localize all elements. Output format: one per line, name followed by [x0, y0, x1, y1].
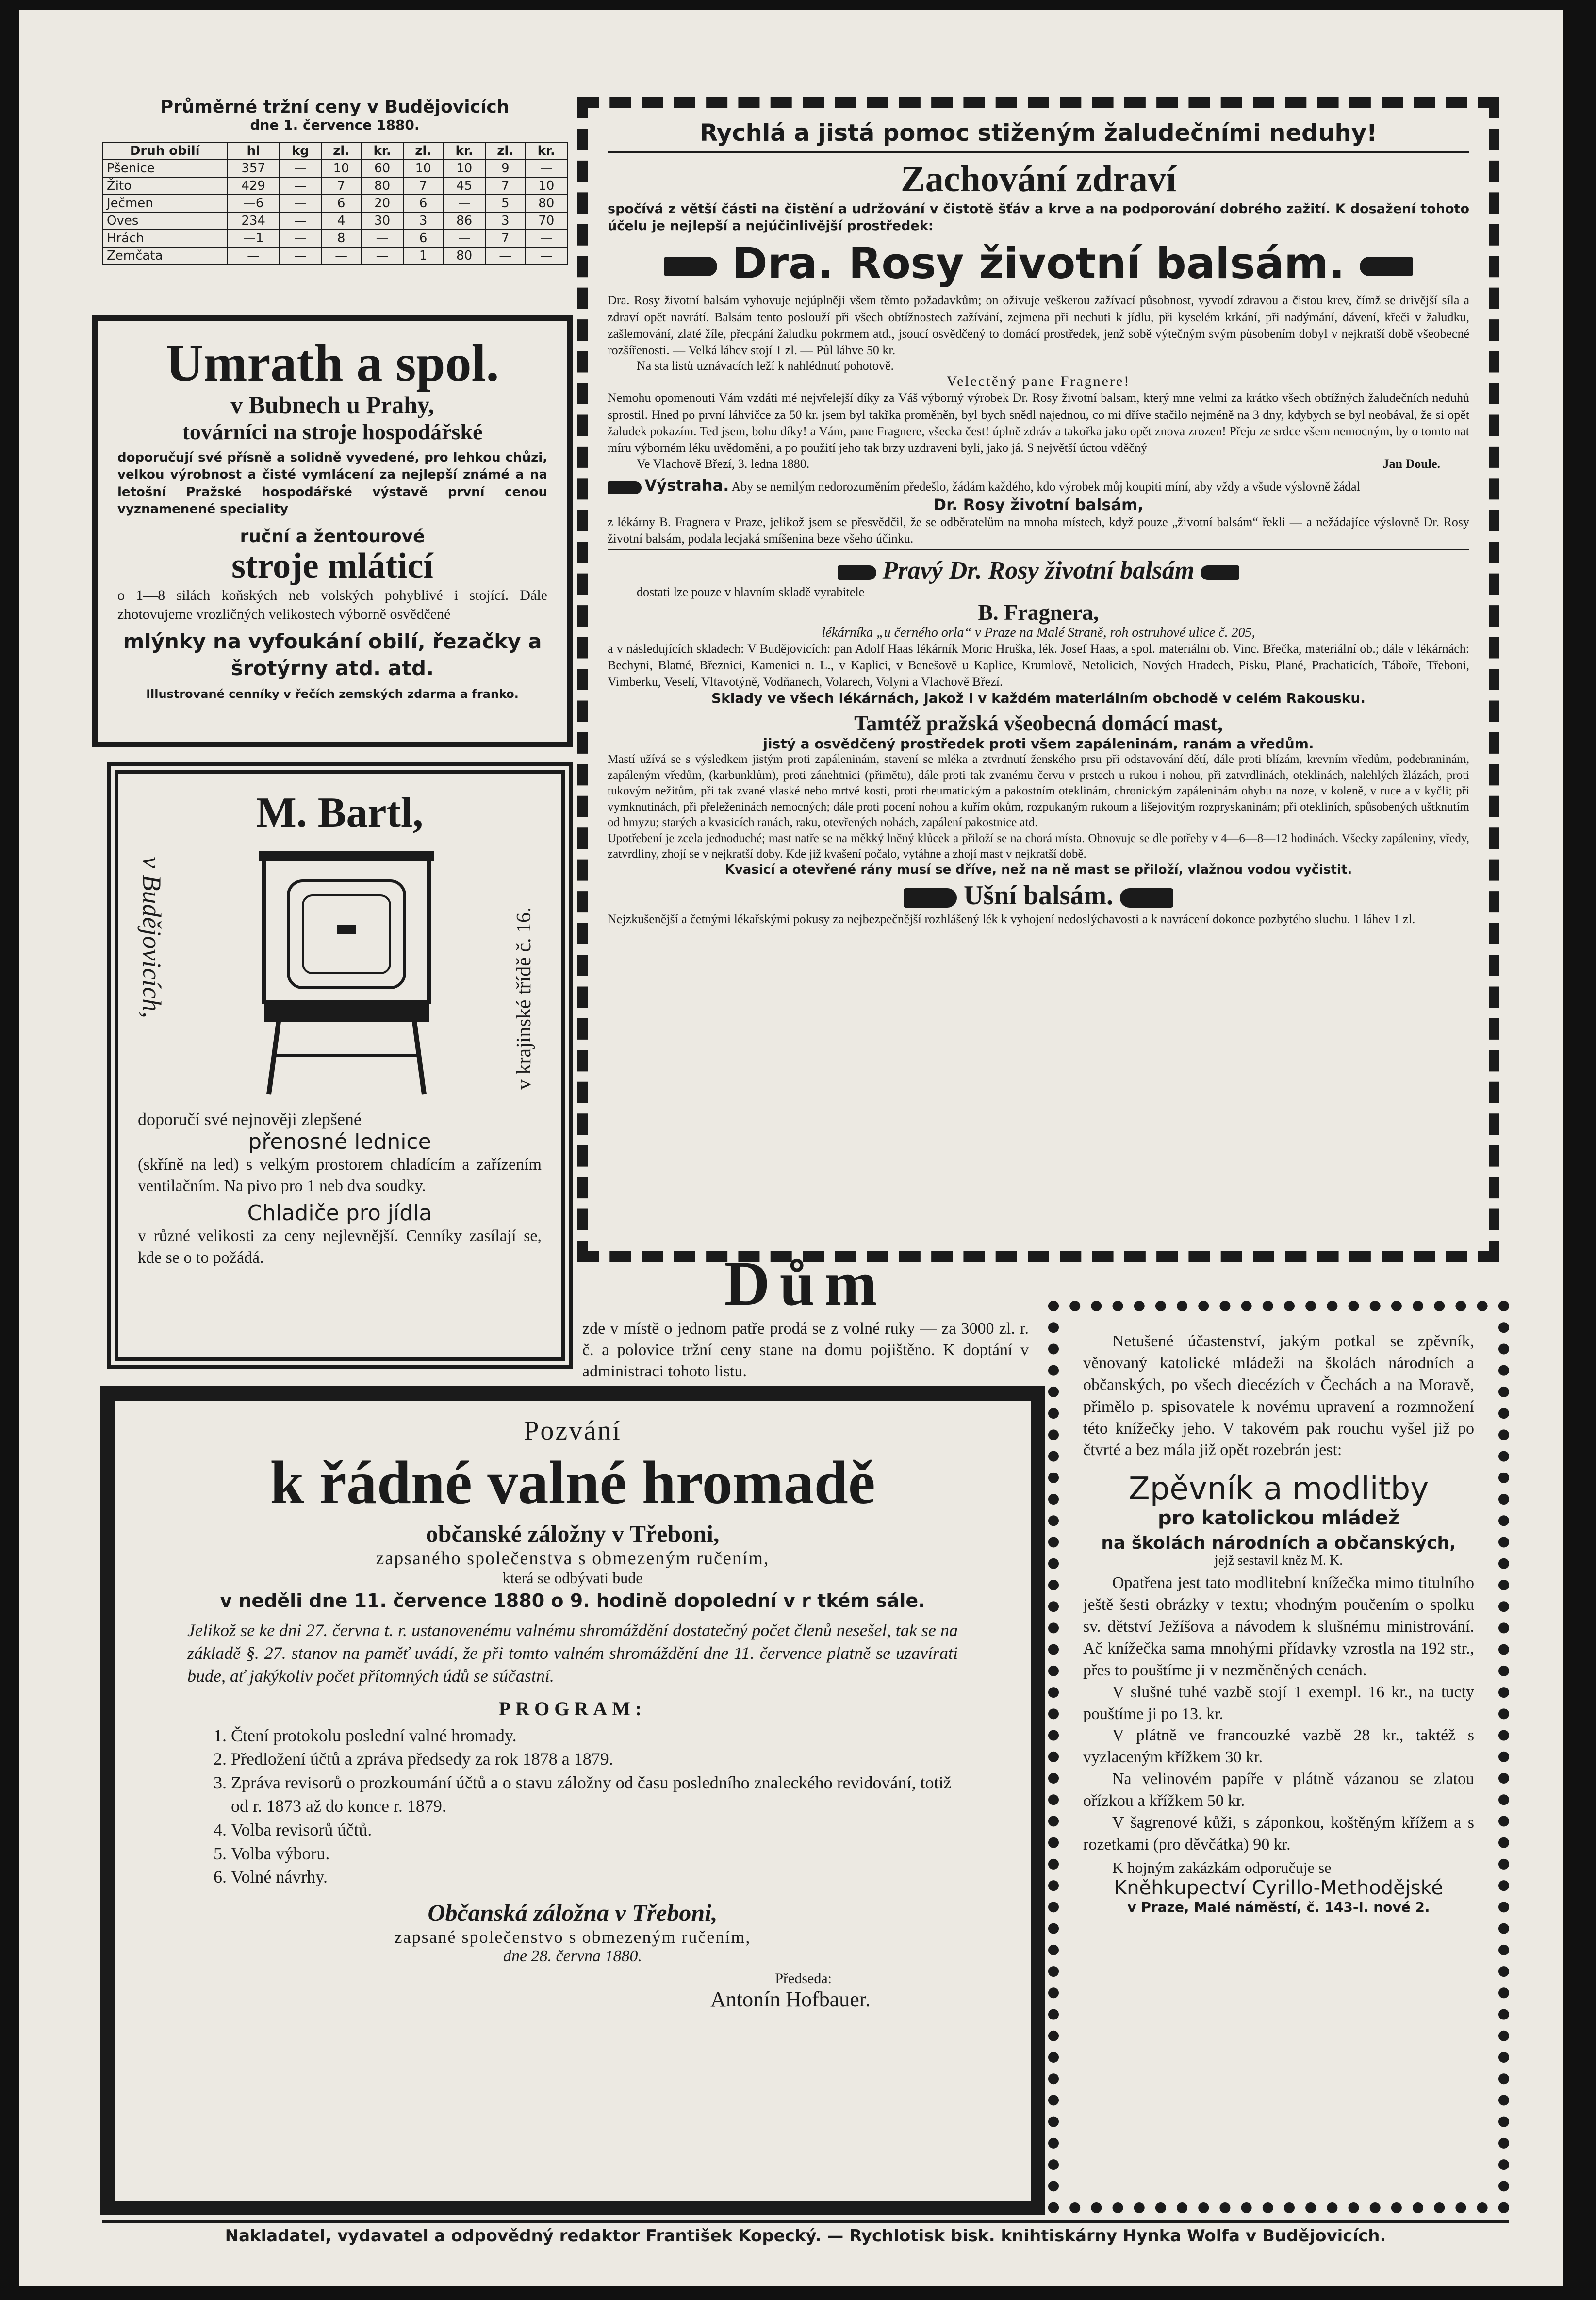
prices-cell: 7	[485, 230, 526, 247]
balsam-warning-product: Dr. Rosy životní balsám,	[933, 495, 1144, 514]
ear-text: Nejzkušenější a četnými lékařskými pokusy za nejbezpečnější rozhlášený lék k vyhojení nedoslýchavosti a k navrácení dokonce pozbytého sluchu. 1 láhev 1 zl.	[608, 911, 1415, 926]
imprint-text: Nakladatel, vydavatel a odpovědný redaktor František Kopecký. — Rychlotisk bisk. knihtiskárny Hynka Wolfa v Budějovicích.	[225, 2226, 1386, 2246]
program-item: 6. Volné návrhy.	[231, 1865, 958, 1889]
umrath-footer: Illustrované cenníky v řečích zemských zdarma a franko.	[146, 687, 519, 701]
balsam-headline: Rychlá a jistá pomoc stiženým žaludečními neduhy!	[700, 119, 1377, 147]
balsam-warning-label: Výstraha.	[644, 476, 729, 495]
bartl-name: M. Bartl,	[256, 789, 424, 836]
prices-cell: 4	[321, 212, 362, 230]
meeting-sign-date: dne 28. června 1880.	[503, 1947, 642, 1965]
prices-cell: 80	[443, 247, 485, 265]
songbook-price1: V slušné tuhé vazbě stojí 1 exempl. 16 kr., na tucty pouštíme ji po 13. kr.	[1083, 1683, 1474, 1723]
meeting-when: v neděli dne 11. července 1880 o 9. hodině dopolední v r tkém sále.	[220, 1590, 925, 1612]
umrath-name: Umrath a spol.	[165, 334, 499, 392]
house-text: zde v místě o jednom patře prodá se z volné ruky — za 3000 zl. r. č. a polovice tržní ceny stane na domu pojištěno. K doptání v administraci tohoto listu.	[582, 1320, 1029, 1381]
pointing-hand-icon	[904, 888, 957, 908]
balsam-maker: B. Fragnera,	[978, 599, 1099, 625]
salve-use: Upotřebení je zcela jednoduché; mast natře se na měkký lněný klůcek a přiloží se na chorá místa. Obnovuje se dle potřeby v 4—6—8—12 hodinách. Všecky zapáleniny, vředy, zatvrdliny, zhojí se v nejkratší doby. Kde již kvašení počalo, vytáhne a zhojí mast v nejkratší době.	[608, 831, 1469, 861]
pointing-hand-icon	[1360, 257, 1413, 276]
prices-cell: —1	[227, 230, 280, 247]
prices-cell: 10	[526, 177, 567, 195]
bartl-text2: (skříně na led) s velkým prostorem chladícím a zařízením ventilačním. Na pivo pro 1 neb dva soudky.	[138, 1156, 542, 1195]
umrath-advert	[92, 315, 573, 747]
songbook-advert	[1048, 1301, 1509, 2213]
prices-cell: 7	[403, 177, 444, 195]
salve-title: Tamtéž pražská všeobecná domácí mast,	[854, 712, 1223, 736]
program-item: 3. Zpráva revisorů o prozkoumání účtů a o stavu záložny od času posledního znaleckého revidování, totiž od r. 1873 až do konce r. 1879.	[231, 1771, 958, 1818]
bartl-figure-area	[138, 837, 542, 1109]
program-item: 4. Volba revisorů účtů.	[231, 1818, 958, 1842]
balsam-advert	[577, 97, 1499, 1262]
prices-cell: 9	[485, 160, 526, 177]
prices-cell: 357	[227, 160, 280, 177]
balsam-genuine: Pravý Dr. Rosy životní balsám	[882, 556, 1195, 584]
meeting-program-label: PROGRAM:	[498, 1697, 647, 1720]
prices-header-cell: zl.	[485, 142, 526, 160]
bartl-street: v krajinské třídě č. 16.	[513, 907, 535, 1090]
balsam-place-date: Ve Vlachově Březí, 3. ledna 1880.	[637, 456, 810, 471]
balsam-warning-para	[608, 475, 1469, 496]
balsam-maker-addr: lékárníka „u černého orla“ v Praze na Malé Straně, roh ostruhové ulice č. 205,	[822, 625, 1255, 640]
balsam-desc: Dra. Rosy životní balsám vyhovuje nejúplněji všem těmto požadavkům; on oživuje veškerou zažívací působnost, vyvodí zdravou a čistou krev, čímž se drivější síla a zdraví opět navrátí. Balsám tento poslouží při všech obtížnostech zažívání, zejmena při nechuti k jídlu, při kyselém krkání, při nadýmání, dávení, křeči v žaludku, zašlemování, zlaté žíle, přecpání žaludku pokrmem atd., jsoucí osvědčený to domácí prostředek, jenž sobě výtečným svým působením dobyl v nejkratší době všeobecné rozšířenosti. — Velká láhev stojí 1 zl. — Půl láhve 50 kr.	[608, 293, 1469, 358]
balsam-warning: Aby se nemilým nedorozuměním předešlo, žádám každého, kdo výrobek můj koupiti míní, aby vždy a všude výslovně žádal	[731, 479, 1360, 494]
songbook-price3: Na velinovém papíře v plátně vázanou se zlatou ořízkou a křížkem 50 kr.	[1083, 1770, 1474, 1810]
prices-cell: Oves	[102, 212, 227, 230]
balsam-stock: Sklady ve všech lékárnách, jakož i v každém materiálním obchodě v celém Rakousku.	[711, 690, 1366, 707]
prices-cell: 80	[526, 195, 567, 212]
balsam-sold: dostati lze pouze v hlavním skladě vyrabitele	[637, 584, 865, 599]
pointing-hand-icon	[838, 565, 876, 580]
ear-title-line	[608, 880, 1469, 911]
meeting-notice: Jelikož se ke dni 27. června t. r. ustanovenému valnému shromáždění dostatečný počet členů nesešel, tak se na základě §. 27. stanov na paměť uvádí, že při tomto valném shromáždění dne 11. července platně se uzavírati bude, ať jakýkoliv počet přítomných údů se súčastní.	[187, 1621, 958, 1686]
balsam-title: Zachování zdraví	[901, 159, 1176, 199]
umrath-factory: továrníci na stroje hospodářské	[182, 419, 483, 445]
ear-title: Ušní balsám.	[963, 880, 1114, 910]
umrath-sub1: ruční a žentourové	[240, 526, 425, 546]
prices-header-cell: zl.	[321, 142, 362, 160]
songbook-addr: v Praze, Malé náměstí, č. 143-I. nové 2.	[1127, 1899, 1430, 1915]
songbook-for: pro katolickou mládež	[1158, 1507, 1399, 1530]
prices-header-cell: kr.	[526, 142, 567, 160]
balsam-intro: spočívá z větší části na čistění a udržování v čistotě šťáv a krve a na podporování dobrého zažití. K dosažení tohoto účelu je nejlepší a nejúčinlivější prostředek:	[608, 201, 1469, 234]
meeting-pre: Pozvání	[524, 1416, 622, 1446]
prices-cell: Ječmen	[102, 195, 227, 212]
meeting-title: k řádné valné hromadě	[270, 1449, 875, 1517]
prices-cell: 60	[361, 160, 403, 177]
songbook-title: Zpěvník a modlitby	[1128, 1471, 1429, 1507]
prices-cell: 86	[443, 212, 485, 230]
songbook-author: jejž sestavil kněz M. K.	[1214, 1553, 1343, 1569]
prices-cell: 6	[403, 230, 444, 247]
umrath-mills: mlýnky na vyfoukání obilí, řezačky a šrotýrny atd. atd.	[123, 629, 542, 680]
umrath-place: v Bubnech u Prahy,	[230, 391, 434, 419]
bartl-advert	[107, 762, 573, 1369]
prices-cell: 20	[361, 195, 403, 212]
umrath-machines: stroje mláticí	[231, 546, 433, 586]
prices-title: Průměrné tržní ceny v Budějovicích	[160, 97, 510, 117]
balsam-product-line	[608, 238, 1469, 288]
prices-header-row	[102, 142, 567, 160]
prices-cell: 1	[403, 247, 444, 265]
prices-cell: —	[443, 195, 485, 212]
meeting-chair: Antonín Hofbauer.	[710, 1987, 871, 2011]
prices-row	[102, 195, 567, 212]
meeting-held: která se odbývati bude	[502, 1569, 643, 1587]
prices-body	[102, 160, 567, 265]
prices-cell: —	[280, 230, 321, 247]
program-item: 2. Předložení účtů a zpráva předsedy za rok 1878 a 1879.	[231, 1747, 958, 1771]
prices-header-cell: kr.	[361, 142, 403, 160]
meeting-invitation	[102, 1388, 1043, 2213]
prices-cell: 6	[403, 195, 444, 212]
prices-cell: —	[280, 177, 321, 195]
prices-cell: —	[321, 247, 362, 265]
prices-cell: —	[526, 160, 567, 177]
prices-row	[102, 177, 567, 195]
prices-row	[102, 212, 567, 230]
umrath-text2: o 1—8 silách koňských neb volských pohyblivé i stojící. Dále zhotovujeme vrozličných velikostech výborně osvědčené	[117, 587, 547, 623]
salve-sub: jistý a osvědčený prostředek proti všem zapáleninám, ranám a vředům.	[763, 736, 1314, 752]
meeting-sign-org: Občanská záložna v Třeboni,	[428, 1899, 718, 1926]
prices-cell: —	[280, 212, 321, 230]
umrath-text1: doporučují své přísně a solidně vyvedené, pro lehkou chůzi, velkou výrobnost a čisté vymlácení za nejlepší známé a na letošní Pražské hospodářské výstavě první cenou vyznamenené speciality	[117, 450, 547, 516]
balsam-product: Dra. Rosy životní balsám.	[732, 238, 1345, 289]
prices-cell: 45	[443, 177, 485, 195]
prices-cell: 10	[321, 160, 362, 177]
prices-cell: —	[280, 247, 321, 265]
prices-row	[102, 160, 567, 177]
prices-cell: —	[443, 230, 485, 247]
songbook-desc: Opatřena jest tato modlitební knížečka mimo titulního ještě šesti obrázky v textu; vhodným poučením o spolku sv. dětství Ježíšova a návodem k slušnému ministrování. Ač knížečka sama mnohými přídavky vzrostla na 192 str., přes to pouštíme ji v nezměněných cenách.	[1083, 1574, 1474, 1679]
prices-header-cell: hl	[227, 142, 280, 160]
prices-cell: —	[361, 247, 403, 265]
prices-cell: 10	[403, 160, 444, 177]
meeting-sign-sub: zapsané společenstvo s obmezeným ručením,	[394, 1927, 751, 1947]
prices-cell: 80	[361, 177, 403, 195]
prices-cell: 8	[321, 230, 362, 247]
prices-cell: 6	[321, 195, 362, 212]
newspaper-page	[19, 10, 1563, 2286]
balsam-note: Na sta listů uznávacích leží k nahlédnutí pohotově.	[637, 359, 894, 373]
songbook-shop: Kněhkupectví Cyrillo-Methodějské	[1114, 1876, 1443, 1899]
prices-cell: 7	[321, 177, 362, 195]
songbook-schools: na školách národních a občanských,	[1101, 1533, 1456, 1554]
prices-cell: —	[227, 247, 280, 265]
pointing-hand-icon	[608, 481, 642, 494]
bartl-coolers: Chladiče pro jídla	[247, 1201, 432, 1226]
prices-table	[102, 142, 568, 265]
prices-cell: —6	[227, 195, 280, 212]
balsam-letter: Nemohu opomenouti Vám vzdáti mé nejvřelejší díky za Váš výborný výrobek Dr. Rosy životní balsam, který mne velmi za krátko všech obtížných žaludečních neduhů sprostil. Hned po první láhvičce za 50 kr. jsem byl takřka proměněn, byl bych snědl najednou, co mi dříve stačilo nejméně na 3 dny, kdybych se byl neobával, že si opět žaludek pokazím. Ted jsem, bohu díky! a Vám, pane Fragnere, všecka čest! úplně zdráv a takořka jako opět znova zrozen! Přeju ze srdce všem nemocným, by o tomto nat míru výborném léku uvědoměni, a po použití jeho tak brzy uzdraveni byli, jako já. S největší úctou vděčný	[608, 391, 1469, 455]
prices-cell: —	[485, 247, 526, 265]
prices-header-cell: zl.	[403, 142, 444, 160]
prices-header-cell: kg	[280, 142, 321, 160]
bartl-text3: v různé velikosti za ceny nejlevnější. Cenníky zasílají se, kde se o to požádá.	[138, 1227, 542, 1267]
prices-header-cell: Druh obilí	[102, 142, 227, 160]
program-item: 5. Volba výboru.	[231, 1842, 958, 1866]
meeting-org-sub: zapsaného společenstva s obmezeným ručením,	[376, 1548, 770, 1569]
prices-cell: Hrách	[102, 230, 227, 247]
songbook-price2: V plátně ve francouzké vazbě 28 kr., taktéž s vyzlaceným křížkem 30 kr.	[1083, 1726, 1474, 1767]
songbook-order: K hojným zakázkám odporučuje se	[1112, 1858, 1332, 1876]
prices-cell: 234	[227, 212, 280, 230]
prices-cell: 429	[227, 177, 280, 195]
pointing-hand-icon	[1201, 565, 1239, 580]
salve-tail: Kvasicí a otevřené rány musí se dříve, než na ně mast se přiloží, vlažnou vodou vyčistit.	[724, 862, 1352, 877]
meeting-chair-label: Předseda:	[775, 1970, 832, 1986]
prices-cell: 5	[485, 195, 526, 212]
divider	[608, 151, 1469, 153]
program-item: 1. Čtení protokolu poslední valné hromady.	[231, 1724, 958, 1748]
prices-date: dne 1. července 1880.	[250, 117, 420, 133]
prices-cell: 70	[526, 212, 567, 230]
balsam-signer: Jan Doule.	[1382, 456, 1440, 471]
balsam-sign-line	[608, 457, 1469, 471]
house-title: Dům	[724, 1249, 887, 1319]
program-list	[187, 1724, 958, 1889]
prices-cell: Žito	[102, 177, 227, 195]
prices-row	[102, 247, 567, 265]
prices-cell: Pšenice	[102, 160, 227, 177]
icebox-illustration	[211, 842, 482, 1104]
bartl-fridge: přenosné lednice	[248, 1129, 431, 1154]
prices-row	[102, 230, 567, 247]
songbook-price4: V šagrenové kůži, s záponkou, koštěným křížem a s rozetkami (pro děvčátka) 90 kr.	[1083, 1813, 1474, 1853]
bartl-text1: doporučí své nejnověji zlepšené	[138, 1109, 362, 1129]
salve-text: Mastí užívá se s výsledkem jistým proti zapáleninám, stavení se mléka a ztvrdnutí ženského prsu při odstavování dětí, dále proti blízám, krevním vředům, podebraninám, zapáleným vředům, (karbunklům), proti zánehtnici (přimětu), dále proti tak zvanému červu v prstech u rukou i nohou, při zatvrdlinách, oteklinách, nalehlých žlázách, proti tukovým nežitům, při tak zvané vlaské nebo mrtvé kosti, proti rheumatickým a pakostním oteklinám, chronickým zapáleninám ohybu na noze, v koleně, v ruce a v kyčli; při vymknutinách, při přeleženinách nemocných; dále proti pocení nohou a kuřím okům, rozpukaným rukoum a lišejovitým rozpryskaninám; při otekliních, spůsobených uštknutím od hmyzu; starých a kvasicích ranách, raku, otevřených nohách, zapálení pakostnice atd.	[608, 753, 1469, 829]
prices-cell: —	[526, 247, 567, 265]
prices-cell: —	[526, 230, 567, 247]
prices-cell: Zemčata	[102, 247, 227, 265]
house-advert	[582, 1249, 1029, 1388]
bartl-city: v Budějovicích,	[137, 857, 166, 1018]
prices-cell: —	[280, 160, 321, 177]
meeting-org: občanské záložny v Třeboni,	[426, 1520, 720, 1548]
prices-cell: 10	[443, 160, 485, 177]
prices-cell: 30	[361, 212, 403, 230]
prices-cell: —	[361, 230, 403, 247]
balsam-depots: a v následujících skladech: V Budějovicích: pan Adolf Haas lékárník Moric Hruška, lék. Josef Haas, a spol. materiálni ob. Vinc. Břečka, materiální ob.; dále v lékárnách: Bechyni, Blatné, Březnici, Kamenici n. L., v Kaplici, v Benešově u Kaplice, Krumlově, Netolicich, Nových Hradech, Pisku, Plané, Prachaticích, Táboře, Třeboni, Vimberku, Veselí, Vltavotýně, Vodňanech, Volarech, Volyni a Vlachově Březí.	[608, 641, 1469, 689]
prices-header-cell: kr.	[443, 142, 485, 160]
pointing-hand-icon	[664, 257, 717, 276]
balsam-greeting: Velectěný pane Fragnere!	[946, 373, 1131, 390]
songbook-intro: Netušené účastenství, jakým potkal se zpěvník, věnovaný katolické mládeži na školách národních a občanských, po všech diecézích v Čechách a na Moravě, přimělo p. spisovatele k novému upravení a rozmnožení této knížečky jeho. V takovém pak rouchu vyšel již po čtvrté a bez mála již opět rozebrán jest:	[1083, 1332, 1474, 1459]
imprint-footer	[102, 2220, 1509, 2246]
balsam-genuine-line	[608, 556, 1469, 585]
prices-cell: 7	[485, 177, 526, 195]
pointing-hand-icon	[1120, 888, 1173, 908]
prices-cell: 3	[403, 212, 444, 230]
prices-cell: —	[280, 195, 321, 212]
balsam-warning-tail: z lékárny B. Fragnera v Praze, jelikož jsem se přesvědčil, že se odběratelům na mnoha místech, když pouze „životní balsám“ řekli — a nežádajíce výslovně Dr. Rosy životní balsám, podala lecjaká smíšenina beze všeho účinku.	[608, 514, 1469, 551]
prices-cell: 3	[485, 212, 526, 230]
